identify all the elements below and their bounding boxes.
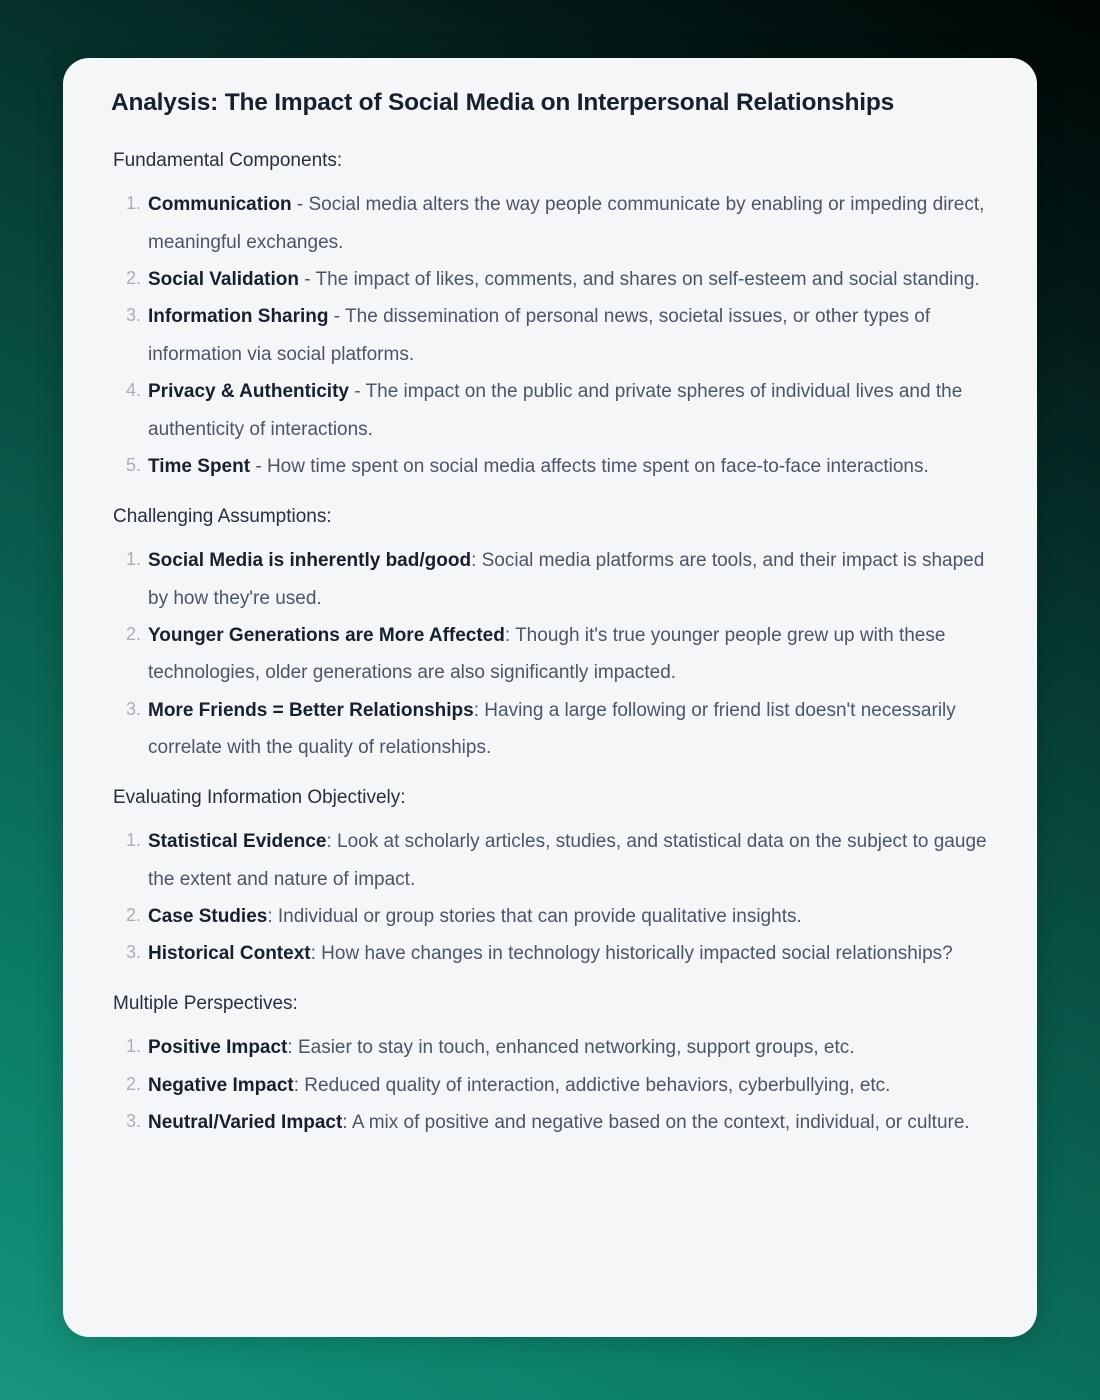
list-item-separator: - [299,269,316,291]
list-item-term: Case Studies [148,906,268,928]
list-item-term: Negative Impact [148,1074,294,1096]
section-item-list [111,542,1003,767]
list-item-text: Easier to stay in touch, enhanced networking, support groups, etc. [297,1037,855,1059]
list-item-term: Neutral/Varied Impact [148,1112,343,1134]
list-item-text: Reduced quality of interaction, addictive behaviors, cyberbullying, etc. [304,1074,891,1096]
list-item-separator: - [291,194,309,216]
list-item [111,823,1003,898]
list-item-separator: - [328,306,346,328]
section-item-list [111,823,1003,973]
section-item-list [111,186,1003,485]
section-heading: Evaluating Information Objectively: [113,786,406,808]
list-item-text: Social media platforms are tools, and their impact is shaped by how they're used. [148,550,985,609]
card-content [63,58,1037,1160]
list-item-separator: : [287,1037,298,1059]
list-item-text: How time spent on social media affects time spent on face-to-face interactions. [266,456,929,478]
list-item [111,448,1003,485]
section-heading: Challenging Assumptions: [113,505,332,527]
list-item [111,542,1003,617]
list-item [111,1067,1003,1104]
list-item-text: The dissemination of personal news, societal issues, or other types of information via social platforms. [148,306,931,365]
list-item-text: A mix of positive and negative based on the context, individual, or culture. [351,1112,970,1134]
list-item [111,1029,1003,1066]
list-item-text: Individual or group stories that can provide qualitative insights. [277,906,802,928]
list-item [111,617,1003,692]
analysis-section [111,784,1003,973]
list-item-text: The impact of likes, comments, and shares on self-esteem and social standing. [315,269,980,291]
list-item [111,186,1003,261]
list-item-term: Historical Context [148,943,311,965]
analysis-card [63,58,1037,1337]
list-item-term: Younger Generations are More Affected [148,624,505,646]
list-item-separator: : [342,1112,352,1134]
section-item-list [111,1029,1003,1141]
list-item-text: Look at scholarly articles, studies, and statistical data on the subject to gauge the extent and nature of impact. [148,831,987,890]
list-item-text: How have changes in technology historically impacted social relationships? [321,943,953,965]
list-item-separator: : [293,1074,305,1096]
list-item-separator: : [473,699,485,721]
list-item [111,935,1003,972]
list-item-separator: : [504,624,516,646]
list-item-separator: - [348,381,366,403]
sections-container [111,147,1003,1142]
list-item-text: Though it's true younger people grew up with these technologies, older generations are also significantly impacted. [148,624,946,684]
list-item-term: More Friends = Better Relationships [148,699,474,721]
list-item [111,261,1003,298]
list-item-term: Privacy & Authenticity [148,381,349,403]
list-item-text: Having a large following or friend list doesn't necessarily correlate with the quality of relationships. [148,699,956,759]
list-item-separator: : [326,831,338,853]
list-item-separator: : [267,906,278,928]
list-item-text: The impact on the public and private spheres of individual lives and the authenticity of interactions. [148,381,963,440]
list-item [111,692,1003,767]
list-item-term: Information Sharing [148,306,329,328]
page-title: Analysis: The Impact of Social Media on Interpersonal Relationships [111,89,895,116]
analysis-section [111,503,1003,767]
list-item [111,1104,1003,1141]
list-item-term: Social Validation [148,269,299,291]
analysis-section [111,147,1003,486]
list-item-separator: - [250,456,267,478]
list-item-term: Positive Impact [148,1037,288,1059]
section-heading: Fundamental Components: [113,149,343,171]
section-heading: Multiple Perspectives: [113,992,298,1014]
list-item-text: Social media alters the way people communicate by enabling or impeding direct, meaningful exchanges. [148,194,985,253]
list-item-separator: : [471,550,482,572]
list-item-term: Statistical Evidence [148,831,327,853]
list-item-term: Communication [148,194,292,216]
list-item-term: Social Media is inherently bad/good [148,550,472,572]
list-item-separator: : [310,943,322,965]
list-item [111,298,1003,373]
analysis-section [111,990,1003,1142]
list-item [111,373,1003,448]
list-item [111,898,1003,935]
list-item-term: Time Spent [148,456,251,478]
